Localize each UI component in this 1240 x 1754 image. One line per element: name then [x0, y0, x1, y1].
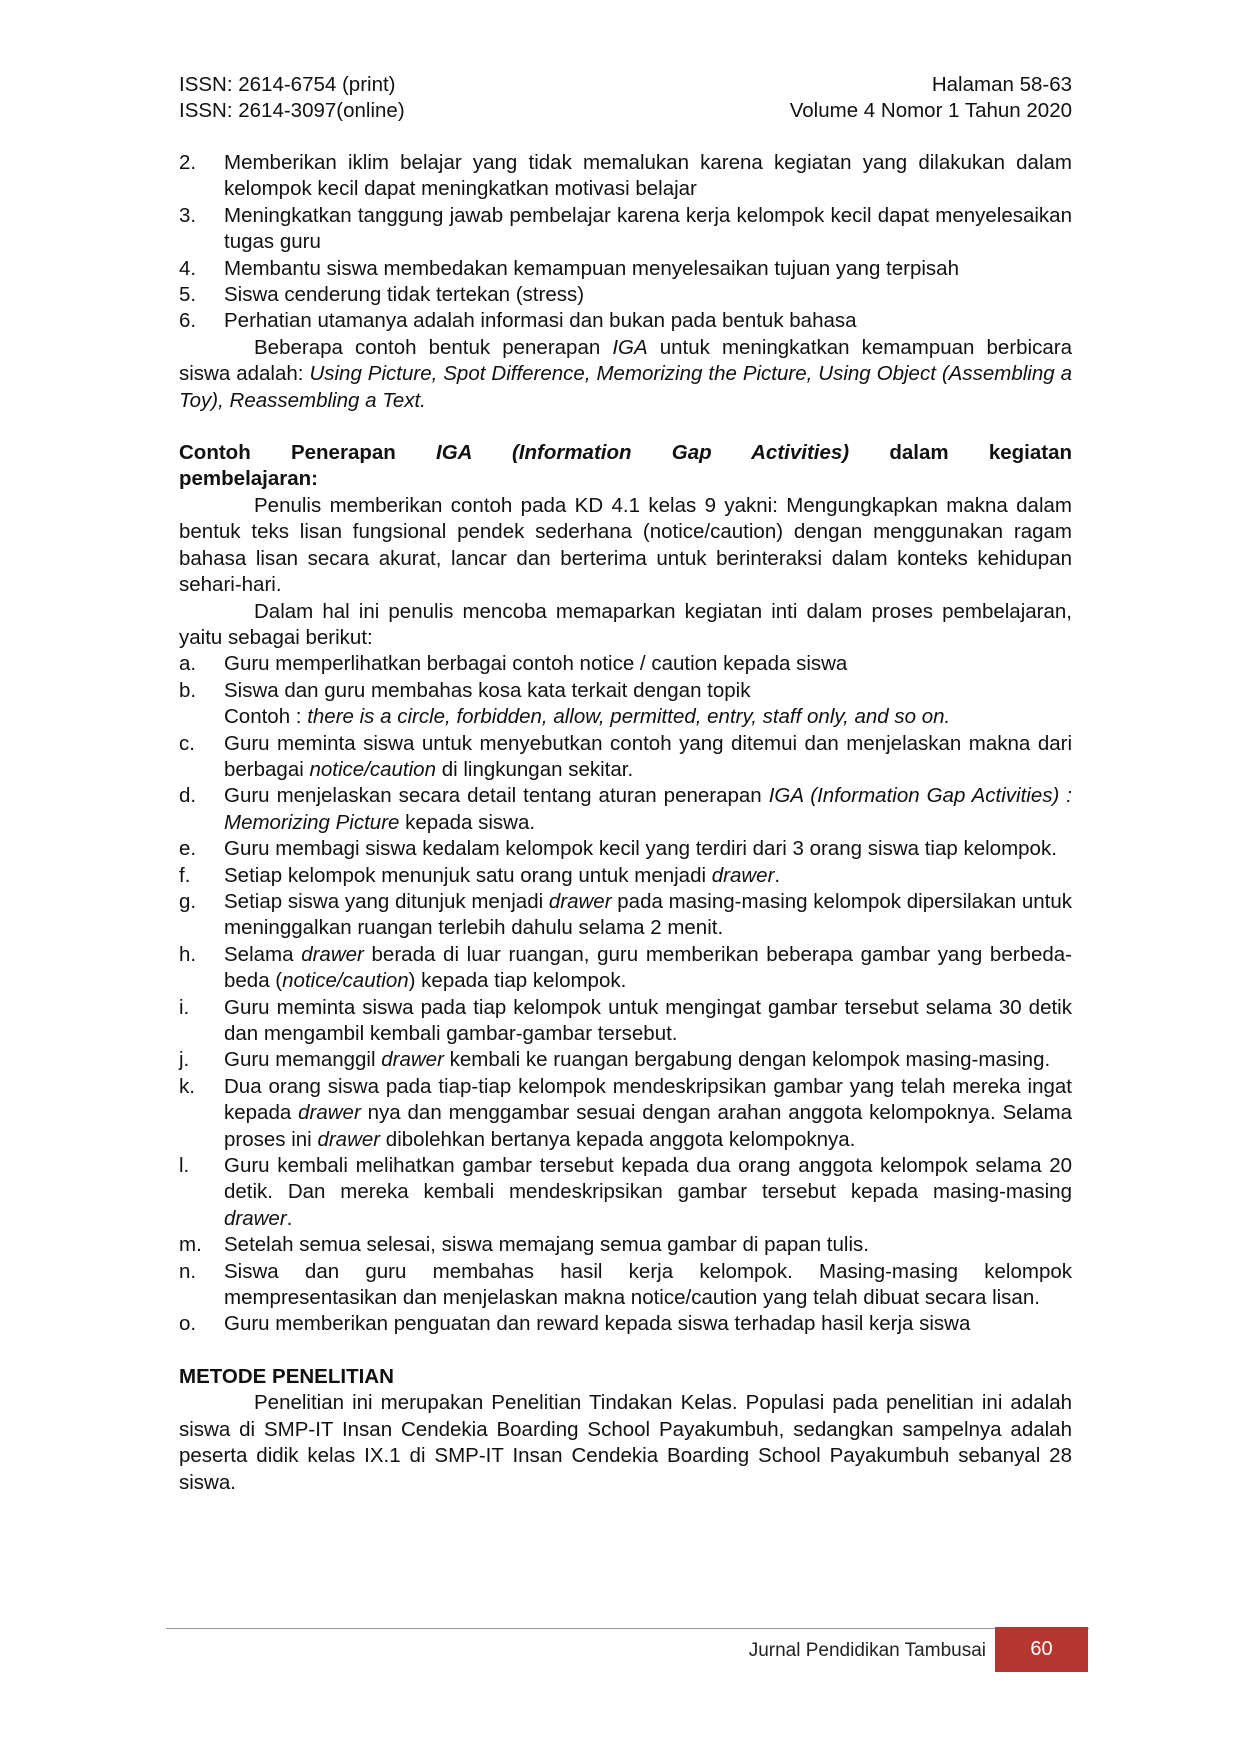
list-item: d. Guru menjelaskan secara detail tentang aturan penerapan IGA (Information Gap Activities) : Memorizing Picture kepada siswa.	[179, 784, 1072, 834]
paragraph-kd: Penulis memberikan contoh pada KD 4.1 kelas 9 yakni: Mengungkapkan makna dalam bentuk teks lisan fungsional pendek sederhana (notice/caution) dengan menggunakan ragam bahasa lisan secara akurat, lancar dan berterima untuk berinteraksi dalam konteks kehidupan sehari-hari.	[179, 493, 1072, 597]
paragraph-metode: Penelitian ini merupakan Penelitian Tindakan Kelas. Populasi pada penelitian ini adalah siswa di SMP-IT Insan Cendekia Boarding School Payakumbuh, sedangkan sampelnya adalah peserta didik kelas IX.1 di SMP-IT Insan Cendekia Boarding School Payakumbuh sebanyal 28 siswa.	[179, 1391, 1072, 1494]
list-item: 5. Siswa cenderung tidak tertekan (stress)	[179, 283, 585, 307]
footer-rule	[166, 1628, 1089, 1629]
list-item: l. Guru kembali melihatkan gambar tersebut kepada dua orang anggota kelompok selama 20 detik. Dan mereka kembali mendeskripsikan gambar tersebut kepada masing-masing drawer.	[179, 1154, 1072, 1230]
list-item: f. Setiap kelompok menunjuk satu orang untuk menjadi drawer.	[179, 863, 781, 887]
section-heading-contoh-penerapan: Contoh Penerapan IGA (Information Gap Activities) dalam kegiatan	[179, 441, 1072, 465]
page-range: Halaman 58-63	[931, 73, 1072, 96]
list-item: 3. Meningkatkan tanggung jawab pembelajar karena kerja kelompok kecil dapat menyelesaikan tugas guru	[179, 203, 1072, 254]
page-header	[179, 72, 1072, 124]
section-heading-contoh-penerapan-cont: pembelajaran:	[179, 467, 318, 491]
paragraph-iga-examples: Beberapa contoh bentuk penerapan IGA untuk meningkatkan kemampuan berbicara siswa adalah: Using Picture, Spot Difference, Memorizing the Picture, Using Object (Assembling a Toy), Reassembling a Text.	[179, 335, 1072, 412]
list-item: h. Selama drawer berada di luar ruangan, guru memberikan beberapa gambar yang berbeda-beda (notice/caution) kepada tiap kelompok.	[179, 942, 1072, 993]
list-item: j. Guru memanggil drawer kembali ke ruangan bergabung dengan kelompok masing-masing.	[179, 1048, 1051, 1072]
list-item: b. Siswa dan guru membahas kosa kata terkait dengan topik	[179, 678, 751, 702]
list-item: o. Guru memberikan penguatan dan reward kepada siswa terhadap hasil kerja siswa	[179, 1312, 971, 1336]
list-item: a. Guru memperlihatkan berbagai contoh notice / caution kepada siswa	[179, 652, 848, 676]
list-item: g. Setiap siswa yang ditunjuk menjadi drawer pada masing-masing kelompok dipersilakan untuk meninggalkan ruangan terlebih dahulu selama 2 menit.	[179, 889, 1072, 940]
list-item: 2. Memberikan iklim belajar yang tidak memalukan karena kegiatan yang dilakukan dalam kelompok kecil dapat meningkatkan motivasi belajar	[179, 151, 1072, 201]
list-item: i. Guru meminta siswa pada tiap kelompok untuk mengingat gambar tersebut selama 30 detik dan mengambil kembali gambar-gambar tersebut.	[179, 995, 1072, 1045]
issn-online: ISSN: 2614-3097(online)	[179, 99, 405, 122]
list-item: m. Setelah semua selesai, siswa memajang semua gambar di papan tulis.	[179, 1233, 869, 1257]
article-body	[179, 150, 1072, 1496]
paragraph-kegiatan-inti: Dalam hal ini penulis mencoba memaparkan kegiatan inti dalam proses pembelajaran, yaitu sebagai berikut:	[179, 599, 1072, 649]
issn-print: ISSN: 2614-6754 (print)	[179, 73, 396, 96]
list-item-example: Contoh : there is a circle, forbidden, allow, permitted, entry, staff only, and so on.	[224, 705, 951, 729]
list-item: c. Guru meminta siswa untuk menyebutkan contoh yang ditemui dan menjelaskan makna dari berbagai notice/caution di lingkungan sekitar.	[179, 731, 1072, 781]
page-number-badge: 60	[995, 1627, 1088, 1672]
list-item: k. Dua orang siswa pada tiap-tiap kelompok mendeskripsikan gambar yang telah mereka ingat kepada drawer nya dan menggambar sesuai dengan arahan anggota kelompoknya. Selama proses ini drawer dibolehkan bertanya kepada anggota kelompoknya.	[179, 1074, 1072, 1151]
volume-info: Volume 4 Nomor 1 Tahun 2020	[789, 99, 1072, 122]
list-item: e. Guru membagi siswa kedalam kelompok kecil yang terdiri dari 3 orang siswa tiap kelompok.	[179, 837, 1057, 861]
section-heading-metode: METODE PENELITIAN	[179, 1364, 394, 1388]
list-item: n. Siswa dan guru membahas hasil kerja kelompok. Masing-masing kelompok mempresentasikan dan menjelaskan makna notice/caution yang telah dibuat secara lisan.	[179, 1259, 1072, 1310]
list-item: 4. Membantu siswa membedakan kemampuan menyelesaikan tujuan yang terpisah	[179, 256, 959, 280]
footer-journal-name: Jurnal Pendidikan Tambusai	[748, 1640, 986, 1661]
list-item: 6. Perhatian utamanya adalah informasi dan bukan pada bentuk bahasa	[179, 309, 857, 333]
